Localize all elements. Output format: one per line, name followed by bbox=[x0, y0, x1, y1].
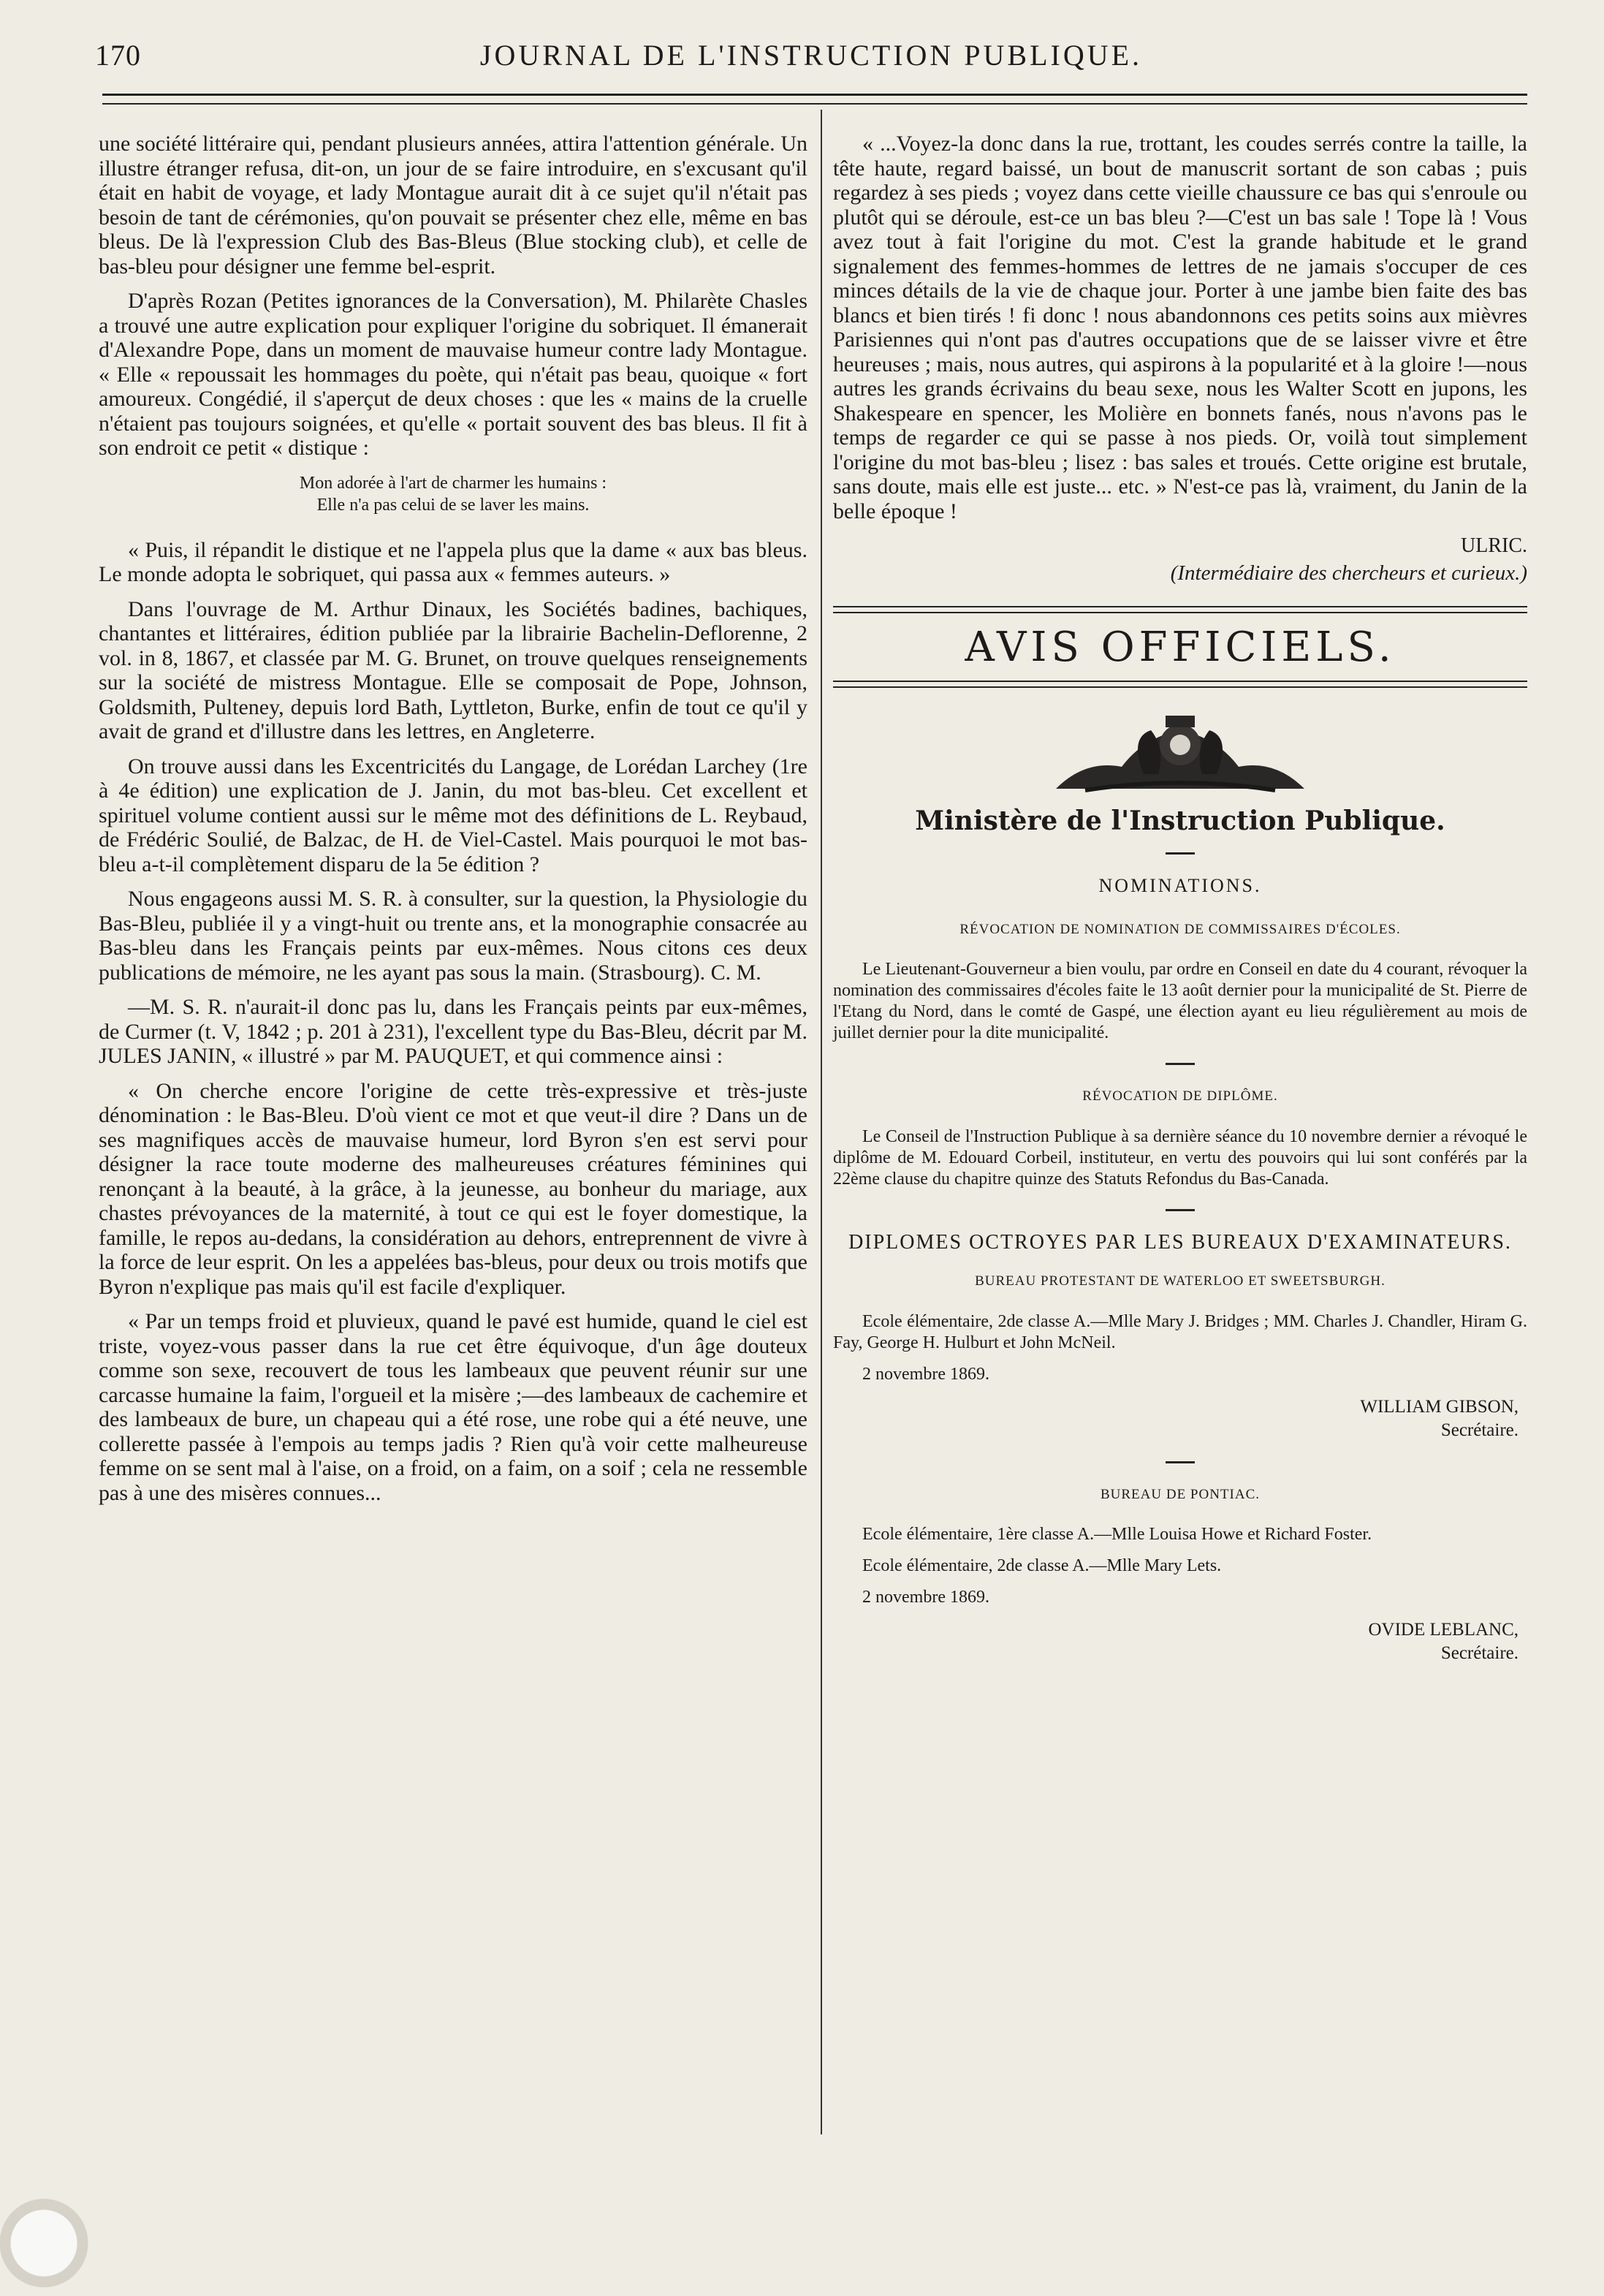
article-paragraph: D'après Rozan (Petites ignorances de la Conversation), M. Philarète Chasles a trouvé une autre explication pour expliquer l'origine du sobriquet. Il émanerait d'Alexandre Pope, dans un moment de mauvaise humeur contre lady Montague. « Elle « repoussait les hommages du poète, qui n'était pas beau, quoique « fort amoureux. Congédié, il s'aperçut de deux choses : que les « mains de la cruelle n'étaient pas toujours soignées, et qu'elle « portait souvent des bas bleus. Il fit à son endroit ce petit « distique : bbox=[99, 289, 807, 460]
section-title: AVIS OFFICIELS. bbox=[965, 624, 1396, 671]
article-paragraph: On trouve aussi dans les Excentricités du Langage, de Lorédan Larchey (1re à 4e édition) une explication de J. Janin, du mot bas-bleu. Cet excellent et spirituel volume contient aussi sur le même mot des définitions de L. Reybaud, de Frédéric Soulié, de Balzac, de H. de Viel-Castel. Mais pourquoi le mot bas-bleu a-t-il complètement disparu de la 5e édition ? bbox=[99, 754, 807, 876]
diplomas-title: DIPLOMES OCTROYES PAR LES BUREAUX D'EXAMINATEURS. bbox=[848, 1230, 1512, 1254]
article-paragraph: « On cherche encore l'origine de cette très-expressive et très-juste dénomination : le Bas-Bleu. D'où vient ce mot et que veut-il dire ? Dans un de ses magnifiques accès de mauvaise humeur, lord Byron s'en est servi pour désigner la race toute moderne des malheureuses créatures féminines qui renonçant à la beauté, à la grâce, à la jeunesse, au bonheur du mariage, aux chastes prévoyances de la maternité, à tout ce qui est le foyer domestique, la famille, le repos au-dedans, la considération au dehors, entreprennent de vivre à la force de leur esprit. On les a appelées bas-bleus, pour deux ou trois motifs que Byron n'explique pas mais qu'il est facile d'expliquer. bbox=[99, 1078, 807, 1299]
distich-line: Mon adorée à l'art de charmer les humains : bbox=[299, 473, 607, 493]
notice-heading: RÉVOCATION DE NOMINATION DE COMMISSAIRES D'ÉCOLES. bbox=[959, 921, 1401, 937]
signature-block bbox=[833, 1395, 1519, 1442]
article-paragraph: « Puis, il répandit le distique et ne l'appela plus que la dame « aux bas bleus. Le monde adopta le sobriquet, qui passa aux « femmes auteurs. » bbox=[99, 537, 807, 586]
article-paragraph: une société littéraire qui, pendant plusieurs années, attira l'attention générale. Un illustre étranger refusa, dit-on, un jour de se faire introduire, en s'excusant qu'il était en habit de voyage, et lady Montague aurait dit à ce sujet qu'il n'était pas besoin de tant de cérémonies, qu'on pouvait se présenter chez elle, même en bas bleus. De là l'expression Club des Bas-Bleus (Blue stocking club), et celle de bas-bleu pour désigner une femme bel-esprit. bbox=[99, 132, 807, 279]
paper-damage-mark bbox=[0, 2164, 146, 2296]
article-paragraph: « Par un temps froid et pluvieux, quand le pavé est humide, quand le ciel est triste, voyez-vous passer dans la rue cet être équivoque, d'un âge douteux comme son sexe, recouvert de tous les lambeaux que peuvent réunir sur une carcasse humaine la faim, l'orgueil et la misère ;—des lambeaux de cachemire et des lambeaux de bure, un chapeau qui a été rose, une robe qui a été neuve, une collerette passée à l'empois au temps jadis ? Rien qu'à voir cette malheureuse femme on se sent mal à l'aise, on a froid, on a faim, on a soif ; cela ne ressemble pas à une des misères connues... bbox=[99, 1309, 807, 1505]
page-header bbox=[95, 29, 1527, 80]
right-column bbox=[833, 132, 1527, 1677]
bureau-heading: BUREAU PROTESTANT DE WATERLOO ET SWEETSBURGH. bbox=[975, 1273, 1386, 1289]
section-rule bbox=[833, 681, 1527, 688]
journal-title: JOURNAL DE L'INSTRUCTION PUBLIQUE. bbox=[479, 39, 1143, 72]
header-rule bbox=[102, 94, 1527, 105]
signer-role: Secrétaire. bbox=[1440, 1643, 1519, 1663]
section-rule bbox=[833, 606, 1527, 613]
notice-heading: RÉVOCATION DE DIPLÔME. bbox=[1082, 1088, 1278, 1104]
article-source: (Intermédiaire des chercheurs et curieux.) bbox=[1170, 561, 1527, 585]
signer-role: Secrétaire. bbox=[1440, 1420, 1519, 1440]
nominations-title: NOMINATIONS. bbox=[1098, 875, 1262, 896]
article-paragraph: « ...Voyez-la donc dans la rue, trottant, les coudes serrés contre la taille, la tête haute, regard baissé, un bout de manuscrit sortant de son cabas ; puis regardez à ses pieds ; voyez dans cette vieille chaussure ce bas qui s'enroule ou plutôt qui se déroule, est-ce un bas bleu ?—C'est un bas sale ! Tope là ! Vous avez tout à fait l'origine du mot. C'est la grande habitude et le grand signalement des femmes-hommes de lettres de ne jamais s'occuper de ces minces détails de la vie de chaque jour. Porter à une jambe bien faite des bas blancs et bien tirés ! fi donc ! nous abandonnons ces petits soins aux mièvres Parisiennes qui n'ont pas d'autres occupations que de se laisser vivre et être heureuses ; mais, nous autres, qui aspirons à la popularité et à la gloire !—nous autres les grands écrivains du beau sexe, nous les Walter Scott en jupons, les Shakespeare en spencer, les Molière en bonnets fanés, nous n'avons pas le temps de regarder ce qui se passe à nos pieds. Or, voilà tout simplement l'origine du mot bas-bleu ; lisez : bas sales et troués. Cette origine est brutale, sans doute, mais elle est juste... etc. » N'est-ce pas là, vraiment, du Janin de la belle époque ! bbox=[833, 132, 1527, 523]
notice-text: Ecole élémentaire, 1ère classe A.—Mlle Louisa Howe et Richard Foster. bbox=[862, 1525, 1372, 1544]
distich bbox=[99, 472, 807, 516]
royal-coat-of-arms-icon bbox=[1041, 708, 1319, 796]
article-paragraph: Dans l'ouvrage de M. Arthur Dinaux, les Sociétés badines, bachiques, chantantes et littéraires, édition publiée par la librairie Bachelin-Deflorenne, 2 vol. in 8, 1867, et classée par M. G. Brunet, on trouve quelques renseignements sur la société de mistress Montague. Elle se composait de Pope, Johnson, Goldsmith, Pulteney, depuis lord Bath, Lyttleton, Burke, enfin de tout ce qu'il y avait de grand et d'illustre dans les lettres, en Angleterre. bbox=[99, 596, 807, 743]
article-signature: ULRIC. bbox=[1461, 534, 1527, 557]
column-divider bbox=[821, 110, 822, 2134]
separator-dash bbox=[1166, 1209, 1195, 1211]
notice-text: Ecole élémentaire, 2de classe A.—Mlle Mary Lets. bbox=[862, 1556, 1222, 1575]
notice-date: 2 novembre 1869. bbox=[862, 1588, 989, 1607]
separator-dash bbox=[1166, 1461, 1195, 1463]
ministry-title: Ministère de l'Instruction Publique. bbox=[915, 805, 1445, 836]
separator-dash bbox=[1166, 1063, 1195, 1065]
article-paragraph: Nous engageons aussi M. S. R. à consulter, sur la question, la Physiologie du Bas-Bleu, publiée il y a vingt-huit ou trente ans, et la monographie consacrée au Bas-bleu dans les Français peints par eux-mêmes. Nous citons ces deux publications de mémoire, ne les ayant pas sous la main. (Strasbourg). C. M. bbox=[99, 887, 807, 985]
separator-dash bbox=[1166, 852, 1195, 855]
bureau-heading: BUREAU DE PONTIAC. bbox=[1100, 1486, 1261, 1502]
notice-text: Le Lieutenant-Gouverneur a bien voulu, par ordre en Conseil en date du 4 courant, révoquer la nomination des commissaires d'écoles faite le 13 août dernier pour la municipalité de St. Pierre de l'Etang du Nord, dans le comté de Gaspé, une élection ayant eu lieu régulièrement au mois de juillet dernier pour la dite municipalité. bbox=[833, 960, 1527, 1042]
notice-text: Le Conseil de l'Instruction Publique à sa dernière séance du 10 novembre dernier a révoqué le diplôme de M. Edouard Corbeil, instituteur, en vertu des pouvoirs qui lui sont conférés par la 22ème clause du chapitre quinze des Statuts Refondus du Bas-Canada. bbox=[833, 1126, 1527, 1189]
distich-line: Elle n'a pas celui de se laver les mains. bbox=[316, 495, 590, 515]
notice-text: Ecole élémentaire, 2de classe A.—Mlle Mary J. Bridges ; MM. Charles J. Chandler, Hiram G. Fay, George H. Hulburt et John McNeil. bbox=[833, 1311, 1527, 1352]
article-paragraph: —M. S. R. n'aurait-il donc pas lu, dans les Français peints par eux-mêmes, de Curmer (t. V, 1842 ; p. 201 à 231), l'excellent type du Bas-Bleu, décrit par M. JULES JANIN, « illustré » par M. PAUQUET, et qui commence ainsi : bbox=[99, 995, 807, 1068]
left-column bbox=[99, 132, 807, 1515]
signer-name: WILLIAM GIBSON, bbox=[1360, 1396, 1519, 1417]
notice-date: 2 novembre 1869. bbox=[862, 1364, 989, 1384]
signer-name: OVIDE LEBLANC, bbox=[1368, 1620, 1519, 1640]
signature-block bbox=[833, 1618, 1519, 1665]
page-number: 170 bbox=[95, 39, 141, 72]
